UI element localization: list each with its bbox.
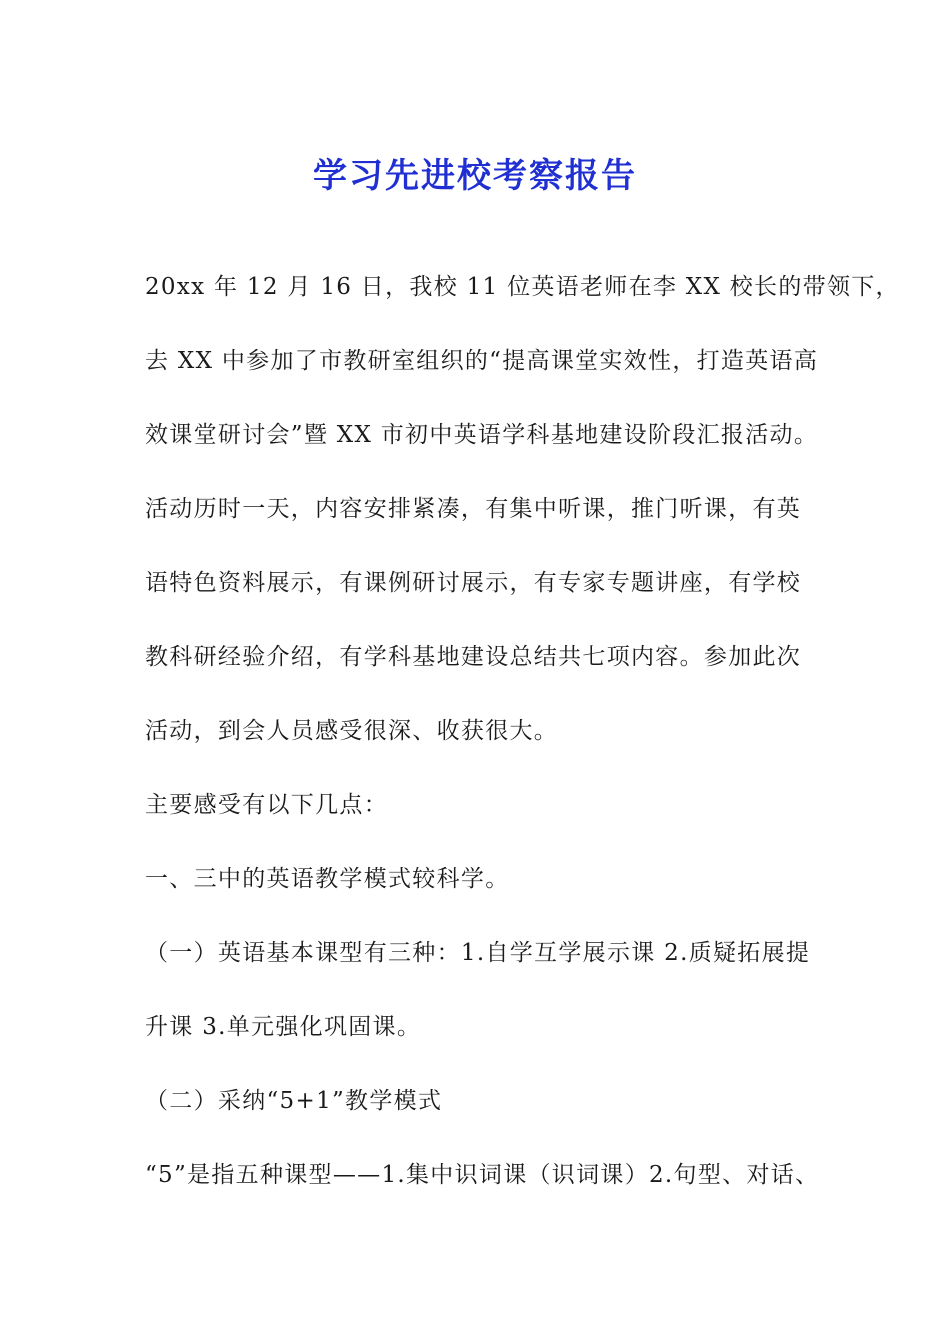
- body-line: 效课堂研讨会”暨 XX 市初中英语学科基地建设阶段汇报活动。: [145, 422, 819, 448]
- section-heading: 一、三中的英语教学模式较科学。: [145, 866, 510, 892]
- body-line: “5”是指五种课型——1.集中识词课（识词课）2.句型、对话、: [145, 1162, 820, 1188]
- document-title: 学习先进校考察报告: [313, 155, 637, 196]
- body-line: 去 XX 中参加了市教研室组织的“提高课堂实效性，打造英语高: [145, 348, 819, 374]
- body-line: 活动历时一天，内容安排紧凑，有集中听课，推门听课，有英: [145, 496, 802, 522]
- body-line: 语特色资料展示，有课例研讨展示，有专家专题讲座，有学校: [145, 570, 802, 596]
- body-line: （一）英语基本课型有三种：1.自学互学展示课 2.质疑拓展提: [145, 940, 811, 966]
- body-line: 主要感受有以下几点：: [145, 792, 388, 818]
- body-line: 升课 3.单元强化巩固课。: [145, 1014, 422, 1040]
- body-line: 活动，到会人员感受很深、收获很大。: [145, 718, 559, 744]
- subsection-heading: （二）采纳“5+1”教学模式: [145, 1088, 443, 1114]
- document-body: [145, 262, 900, 1224]
- body-line: 教科研经验介绍，有学科基地建设总结共七项内容。参加此次: [145, 644, 802, 670]
- body-line: 20xx 年 12 月 16 日，我校 11 位英语老师在李 XX 校长的带领下，: [145, 274, 900, 300]
